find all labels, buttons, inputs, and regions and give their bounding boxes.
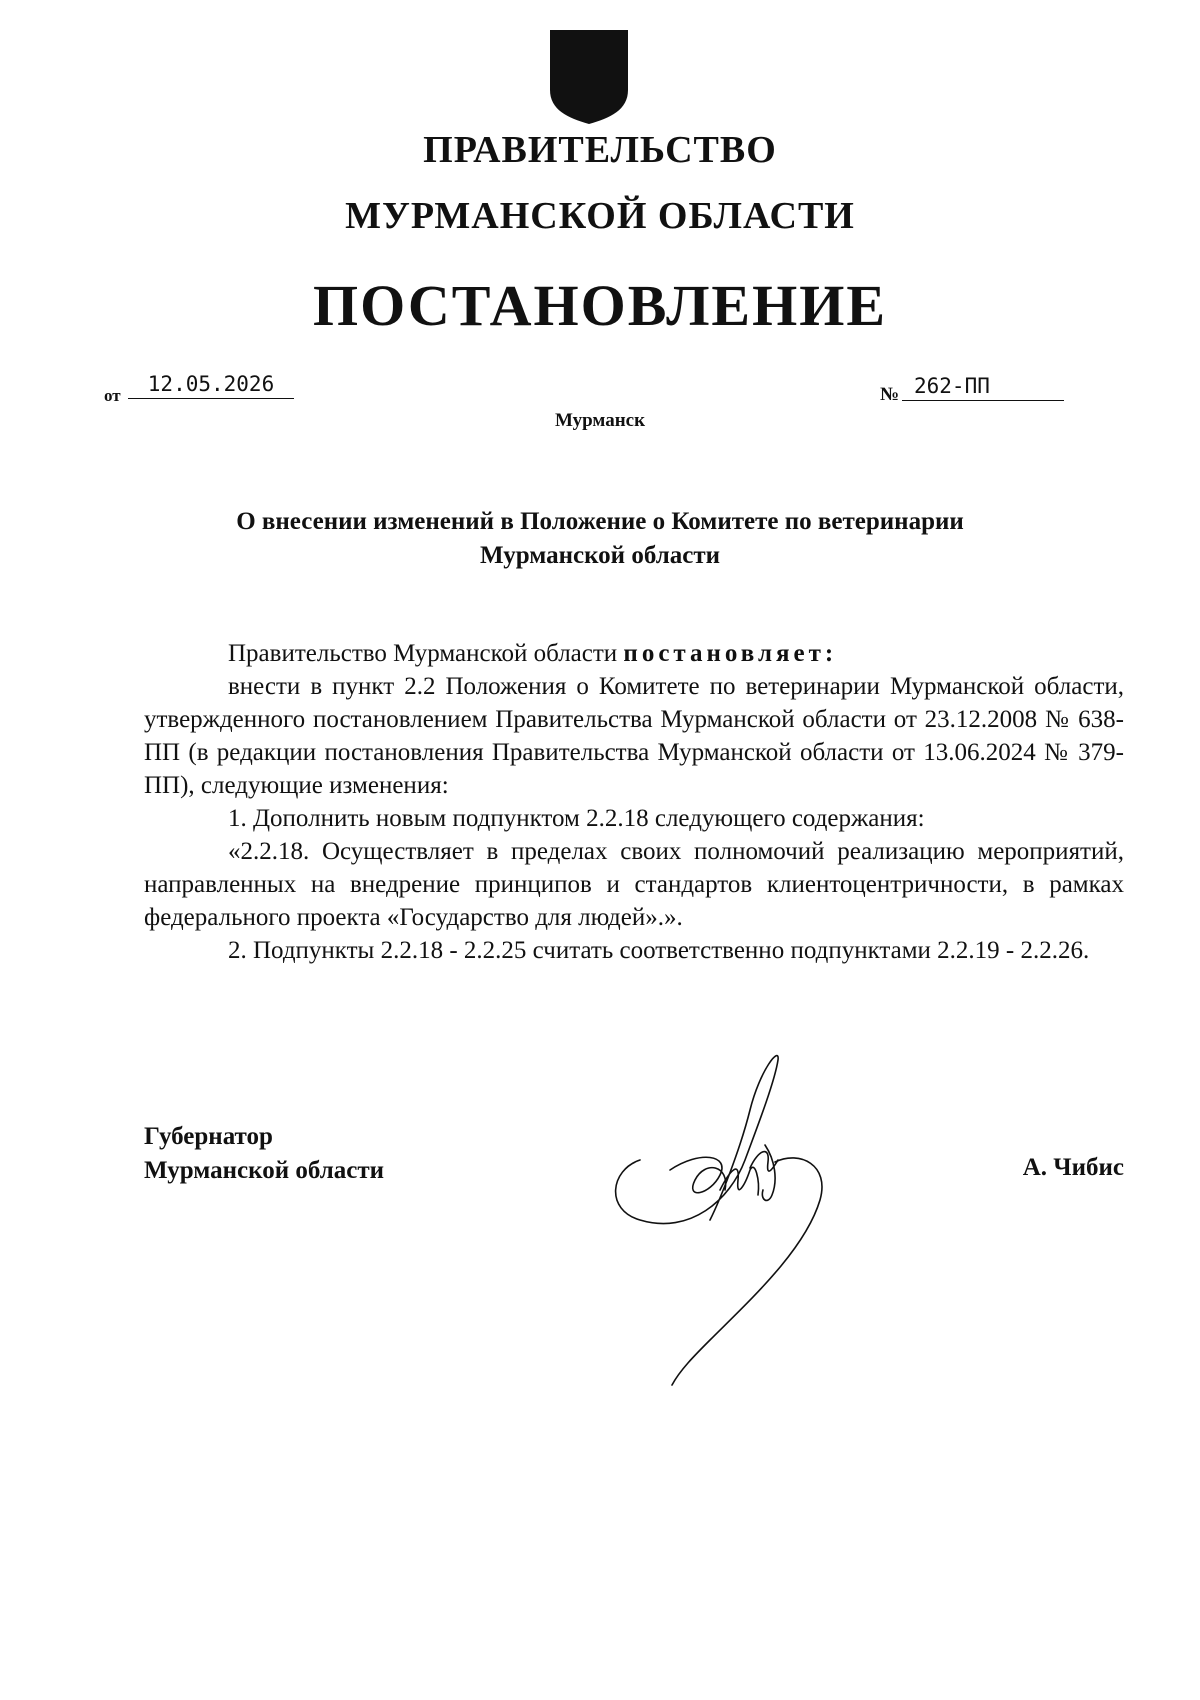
subject-line2: Мурманской области (479, 542, 721, 569)
signer-title (144, 1120, 384, 1188)
signer-title-line1: Губернатор (144, 1123, 273, 1150)
document-type: ПОСТАНОВЛЕНИЕ (312, 273, 888, 338)
intro-verb: постановляет: (623, 640, 838, 667)
date-prefix: от (104, 386, 121, 405)
city: Мурманск (554, 410, 646, 431)
handwritten-signature (600, 1050, 900, 1390)
body-paragraph-3: «2.2.18. Осуществляет в пределах своих полномочий реализацию мероприятий, направленных на внедрение принципов и стандартов клиентоцентричности, в рамках федерального проекта «Государство для людей».». (144, 838, 1124, 931)
number-prefix: № (880, 384, 900, 405)
body-paragraph-1: внести в пункт 2.2 Положения о Комитете по ветеринарии Мурманской области, утвержденного постановлением Правительства Мурманской области от 23.12.2008 № 638-ПП (в редакции постановления Правительства Мурманской области от 13.06.2024 № 379-ПП), следующие изменения: (144, 673, 1124, 799)
subject-line1: О внесении изменений в Положение о Комитете по ветеринарии (236, 508, 964, 535)
body-intro (144, 637, 1124, 670)
body-paragraph-4: 2. Подпункты 2.2.18 - 2.2.25 считать соответственно подпунктами 2.2.19 - 2.2.26. (228, 937, 1090, 964)
intro-prefix: Правительство Мурманской области (228, 640, 624, 667)
document-number: 262-ПП (902, 374, 1064, 401)
coat-of-arms-icon (548, 28, 630, 126)
document-date: 12.05.2026 (128, 372, 294, 399)
signer-title-line2: Мурманской области (144, 1157, 385, 1184)
body-paragraph-2: 1. Дополнить новым подпунктом 2.2.18 следующего содержания: (228, 805, 925, 832)
signer-name: А. Чибис (1022, 1154, 1124, 1181)
org-name-line2: МУРМАНСКОЙ ОБЛАСТИ (345, 195, 855, 237)
document-body (144, 637, 1124, 967)
org-name-line1: ПРАВИТЕЛЬСТВО (423, 129, 777, 171)
document-subject (190, 505, 1010, 573)
